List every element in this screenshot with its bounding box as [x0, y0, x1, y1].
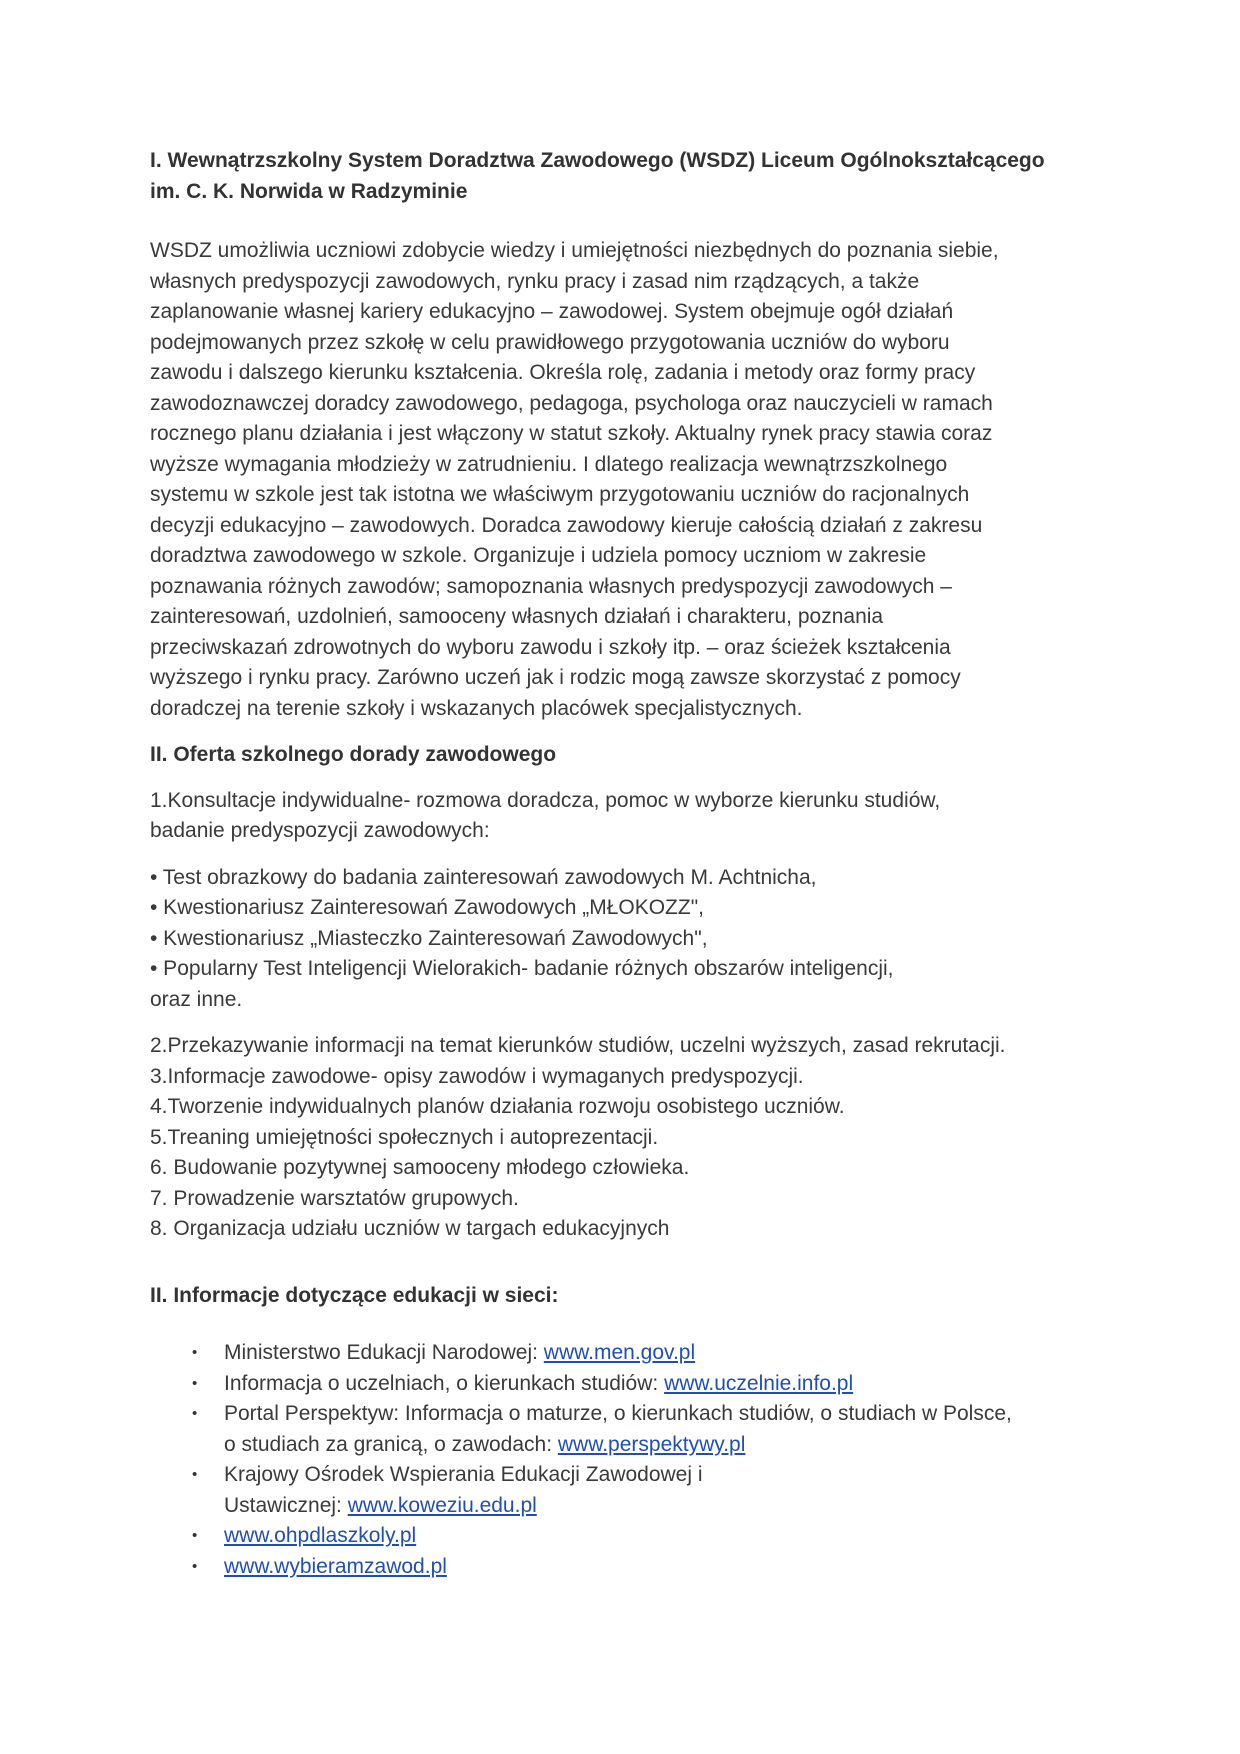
spacer — [150, 1245, 1100, 1281]
paragraph-line: poznawania różnych zawodów; samopoznania własnych predyspozycji zawodowych – — [150, 574, 952, 598]
test-item-continuation: oraz inne. — [150, 987, 243, 1011]
link-item-koweziu — [192, 1460, 1100, 1521]
title-line-1: I. Wewnątrzszkolny System Doradztwa Zawodowego (WSDZ) Liceum Ogólnokształcącego — [150, 149, 1045, 172]
paragraph-line: doradczej na terenie szkoły i wskazanych placówek specjalistycznych. — [150, 696, 803, 720]
offer-item-1 — [150, 786, 1100, 847]
link-item-men — [192, 1338, 1100, 1369]
link-item-text: Informacja o uczelniach, o kierunkach studiów: — [224, 1371, 665, 1395]
tests-list — [150, 863, 1100, 1016]
link-ohpdlaszkoly[interactable]: www.ohpdlaszkoly.pl — [224, 1524, 417, 1547]
offer-item-line: 1.Konsultacje indywidualne- rozmowa doradcza, pomoc w wyborze kierunku studiów, — [150, 788, 941, 812]
section-1-title — [150, 146, 1100, 207]
test-item: • Test obrazkowy do badania zainteresowań zawodowych M. Achtnicha, — [150, 865, 817, 889]
bullet-icon: • — [192, 1557, 198, 1575]
offer-item-line: badanie predyspozycji zawodowych: — [150, 819, 490, 842]
link-item-text: Portal Perspektyw: Informacja o maturze, o kierunkach studiów, o studiach w Polsce, — [224, 1402, 1012, 1425]
offer-item: 8. Organizacja udziału uczniów w targach edukacyjnych — [150, 1217, 670, 1240]
link-item-text: Ustawicznej: — [224, 1493, 348, 1517]
paragraph-line: zainteresowań, uzdolnień, samooceny własnych działań i charakteru, poznania — [150, 605, 884, 628]
section-2-title: II. Oferta szkolnego dorady zawodowego — [150, 743, 557, 766]
wsdz-description — [150, 236, 1100, 724]
offer-items-list — [150, 1031, 1100, 1245]
link-uczelnie-info[interactable]: www.uczelnie.info.pl — [664, 1371, 854, 1395]
offer-item: 2.Przekazywanie informacji na temat kierunków studiów, uczelni wyższych, zasad rekrutacji. — [150, 1034, 1006, 1057]
paragraph-line: WSDZ umożliwia uczniowi zdobycie wiedzy i umiejętności niezbędnych do poznania siebie, — [150, 239, 999, 262]
paragraph-line: wyższego i rynku pracy. Zarówno uczeń jak i rodzic mogą zawsze skorzystać z pomocy — [150, 666, 961, 689]
bullet-icon: • — [192, 1374, 198, 1392]
offer-item: 5.Treaning umiejętności społecznych i autoprezentacji. — [150, 1125, 659, 1149]
paragraph-line: wyższe wymagania młodzieży w zatrudnieniu. I dlatego realizacja wewnątrzszkolnego — [150, 452, 948, 476]
link-perspektywy[interactable]: www.perspektywy.pl — [557, 1432, 746, 1456]
paragraph-line: podejmowanych przez szkołę w celu prawidłowego przygotowania uczniów do wyboru — [150, 330, 950, 354]
link-item-uczelnie — [192, 1369, 1100, 1400]
document-page — [150, 146, 1100, 1582]
paragraph-line: własnych predyspozycji zawodowych, rynku pracy i zasad nim rządzących, a także — [150, 269, 920, 293]
paragraph-line: systemu w szkole jest tak istotna we właściwym przygotowaniu uczniów do racjonalnych — [150, 483, 970, 506]
test-item: • Kwestionariusz „Miasteczko Zainteresowań Zawodowych", — [150, 926, 708, 950]
link-koweziu[interactable]: www.koweziu.edu.pl — [347, 1493, 537, 1517]
link-item-text: Ministerstwo Edukacji Narodowej: — [224, 1341, 544, 1364]
link-item-wybieramzawod — [192, 1552, 1100, 1583]
bullet-icon: • — [192, 1527, 198, 1544]
paragraph-line: przeciwskazań zdrowotnych do wyboru zawodu i szkoły itp. – oraz ścieżek kształcenia — [150, 635, 951, 659]
paragraph-line: zawodu i dalszego kierunku kształcenia. Określa rolę, zadania i metody oraz formy pracy — [150, 361, 976, 384]
link-men-gov[interactable]: www.men.gov.pl — [543, 1341, 696, 1364]
link-item-ohp — [192, 1521, 1100, 1552]
paragraph-line: zawodoznawczej doradcy zawodowego, pedagoga, psychologa oraz nauczycieli w ramach — [150, 391, 993, 415]
test-item: • Kwestionariusz Zainteresowań Zawodowych „MŁOKOZZ", — [150, 896, 704, 919]
test-item: • Popularny Test Inteligencji Wielorakich- badanie różnych obszarów inteligencji, — [150, 957, 894, 980]
offer-item: 6. Budowanie pozytywnej samooceny młodego człowieka. — [150, 1156, 690, 1179]
offer-item: 7. Prowadzenie warsztatów grupowych. — [150, 1186, 519, 1210]
paragraph-line: zaplanowanie własnej kariery edukacyjno – zawodowej. System obejmuje ogół działań — [150, 300, 954, 323]
link-item-text: Krajowy Ośrodek Wspierania Edukacji Zawodowej i — [224, 1463, 703, 1486]
title-line-2: im. C. K. Norwida w Radzyminie — [150, 179, 468, 203]
paragraph-line: doradztwa zawodowego w szkole. Organizuje i udziela pomocy uczniom w zakresie — [150, 544, 927, 567]
link-wybieramzawod[interactable]: www.wybieramzawod.pl — [224, 1554, 447, 1578]
link-item-perspektywy — [192, 1399, 1100, 1460]
bullet-icon: • — [192, 1405, 198, 1422]
link-item-text: o studiach za granicą, o zawodach: — [224, 1432, 558, 1456]
bullet-icon: • — [192, 1344, 198, 1361]
offer-item: 4.Tworzenie indywidualnych planów działania rozwoju osobistego uczniów. — [150, 1095, 845, 1118]
offer-item: 3.Informacje zawodowe- opisy zawodów i wymaganych predyspozycji. — [150, 1064, 804, 1088]
section-3-title: II. Informacje dotyczące edukacji w sieci: — [150, 1283, 559, 1307]
paragraph-line: decyzji edukacyjno – zawodowych. Doradca zawodowy kieruje całością działań z zakresu — [150, 513, 983, 537]
paragraph-line: rocznego planu działania i jest włączony w statut szkoły. Aktualny rynek pracy stawia coraz — [150, 422, 993, 445]
education-links-list — [150, 1338, 1100, 1582]
bullet-icon: • — [192, 1466, 198, 1483]
